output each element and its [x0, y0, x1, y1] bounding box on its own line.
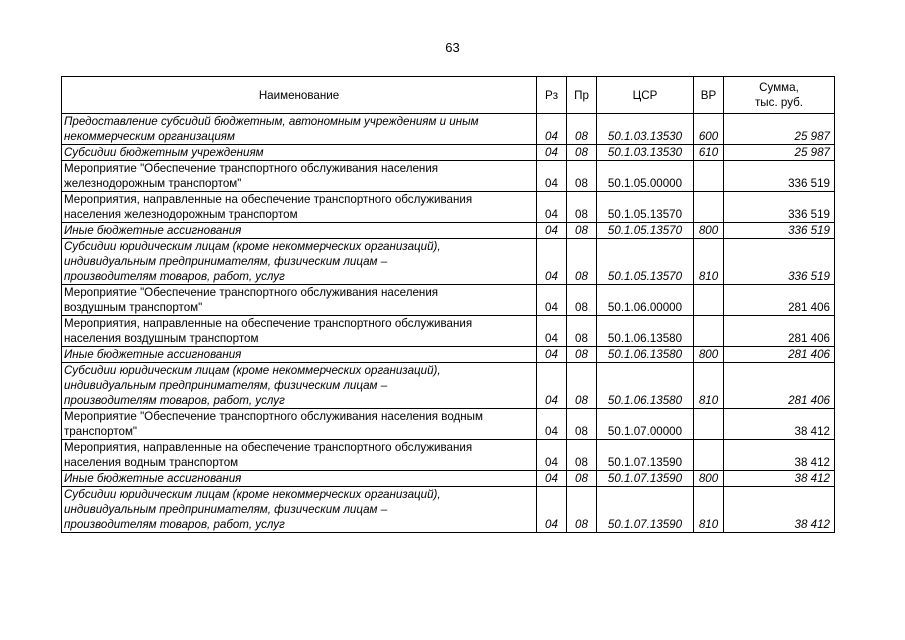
row-sum: 336 519 — [724, 192, 835, 223]
row-name-line: Мероприятия, направленные на обеспечение транспортного обслуживания — [64, 317, 473, 330]
row-pr: 08 — [567, 347, 597, 363]
table-row — [62, 409, 835, 440]
row-sum: 38 412 — [724, 409, 835, 440]
row-name-line: Субсидии юридическим лицам (кроме некоммерческих организаций), — [64, 488, 441, 501]
row-rz: 04 — [537, 316, 567, 347]
row-name — [62, 440, 537, 471]
row-name-line: Субсидии юридическим лицам (кроме некоммерческих организаций), — [64, 240, 441, 253]
row-rz: 04 — [537, 487, 567, 533]
row-name-line: индивидуальным предпринимателям, физическим лицам – — [64, 255, 388, 268]
row-name — [62, 145, 537, 161]
table-row — [62, 316, 835, 347]
row-rz: 04 — [537, 409, 567, 440]
row-name — [62, 487, 537, 533]
row-name — [62, 285, 537, 316]
row-sum: 336 519 — [724, 239, 835, 285]
table-row — [62, 347, 835, 363]
row-csr: 50.1.06.13580 — [597, 316, 694, 347]
row-rz: 04 — [537, 347, 567, 363]
row-pr: 08 — [567, 145, 597, 161]
row-pr: 08 — [567, 440, 597, 471]
row-csr: 50.1.06.13580 — [597, 363, 694, 409]
row-sum: 281 406 — [724, 285, 835, 316]
header-vr: ВР — [694, 77, 724, 114]
row-name — [62, 347, 537, 363]
header-sum-line2: тыс. руб. — [755, 96, 803, 109]
row-name — [62, 223, 537, 239]
row-sum: 281 406 — [724, 347, 835, 363]
row-rz: 04 — [537, 223, 567, 239]
row-vr: 800 — [694, 471, 724, 487]
table-body — [62, 114, 835, 533]
row-name — [62, 363, 537, 409]
row-vr: 610 — [694, 145, 724, 161]
row-sum: 38 412 — [724, 440, 835, 471]
row-csr: 50.1.07.13590 — [597, 471, 694, 487]
row-name — [62, 114, 537, 145]
row-name — [62, 409, 537, 440]
row-rz: 04 — [537, 440, 567, 471]
row-name-line: железнодорожным транспортом" — [64, 177, 242, 190]
row-name-line: Иные бюджетные ассигнования — [64, 348, 242, 361]
table-row — [62, 285, 835, 316]
row-rz: 04 — [537, 114, 567, 145]
header-sum-line1: Сумма, — [759, 81, 799, 94]
row-vr — [694, 409, 724, 440]
table-header-row — [62, 77, 835, 114]
row-vr: 810 — [694, 363, 724, 409]
row-csr: 50.1.03.13530 — [597, 145, 694, 161]
row-sum: 336 519 — [724, 223, 835, 239]
row-pr: 08 — [567, 487, 597, 533]
row-name — [62, 471, 537, 487]
row-pr: 08 — [567, 285, 597, 316]
table-row — [62, 471, 835, 487]
row-name-line: Предоставление субсидий бюджетным, автономным учреждениям и иным — [64, 115, 479, 128]
row-pr: 08 — [567, 114, 597, 145]
row-vr — [694, 440, 724, 471]
table-row — [62, 440, 835, 471]
row-rz: 04 — [537, 239, 567, 285]
row-vr — [694, 192, 724, 223]
row-rz: 04 — [537, 285, 567, 316]
row-name-line: производителям товаров, работ, услуг — [64, 270, 285, 283]
row-vr: 810 — [694, 239, 724, 285]
row-name-line: воздушным транспортом" — [64, 301, 203, 314]
header-csr: ЦСР — [597, 77, 694, 114]
row-name — [62, 161, 537, 192]
row-name-line: Мероприятия, направленные на обеспечение транспортного обслуживания — [64, 441, 473, 454]
row-sum: 38 412 — [724, 487, 835, 533]
row-csr: 50.1.05.13570 — [597, 239, 694, 285]
row-name-line: Мероприятие "Обеспечение транспортного обслуживания населения — [64, 286, 439, 299]
row-csr: 50.1.07.00000 — [597, 409, 694, 440]
table-row — [62, 223, 835, 239]
row-name-line: населения водным транспортом — [64, 456, 239, 469]
row-csr: 50.1.07.13590 — [597, 440, 694, 471]
row-name-line: Иные бюджетные ассигнования — [64, 224, 242, 237]
row-vr — [694, 161, 724, 192]
row-vr: 800 — [694, 347, 724, 363]
page-number: 63 — [445, 40, 460, 55]
row-sum: 25 987 — [724, 145, 835, 161]
row-sum: 281 406 — [724, 363, 835, 409]
row-sum: 38 412 — [724, 471, 835, 487]
header-rz: Рз — [537, 77, 567, 114]
table-row — [62, 114, 835, 145]
row-csr: 50.1.05.13570 — [597, 192, 694, 223]
row-pr: 08 — [567, 192, 597, 223]
row-pr: 08 — [567, 409, 597, 440]
row-vr: 600 — [694, 114, 724, 145]
row-rz: 04 — [537, 192, 567, 223]
row-name-line: Мероприятия, направленные на обеспечение транспортного обслуживания — [64, 193, 473, 206]
row-vr: 810 — [694, 487, 724, 533]
row-pr: 08 — [567, 363, 597, 409]
row-name-line: производителям товаров, работ, услуг — [64, 518, 285, 531]
row-csr: 50.1.07.13590 — [597, 487, 694, 533]
table-row — [62, 192, 835, 223]
row-name-line: населения железнодорожным транспортом — [64, 208, 298, 221]
row-name — [62, 192, 537, 223]
header-name: Наименование — [62, 77, 537, 114]
row-csr: 50.1.06.00000 — [597, 285, 694, 316]
header-pr: Пр — [567, 77, 597, 114]
row-csr: 50.1.06.13580 — [597, 347, 694, 363]
row-vr — [694, 285, 724, 316]
row-sum: 336 519 — [724, 161, 835, 192]
row-name — [62, 239, 537, 285]
table-row — [62, 145, 835, 161]
row-name-line: населения воздушным транспортом — [64, 332, 259, 345]
budget-table — [61, 76, 835, 533]
table-row — [62, 487, 835, 533]
row-name-line: Субсидии юридическим лицам (кроме некоммерческих организаций), — [64, 364, 441, 377]
header-sum — [724, 77, 835, 114]
row-name-line: индивидуальным предпринимателям, физическим лицам – — [64, 503, 388, 516]
row-csr: 50.1.03.13530 — [597, 114, 694, 145]
row-sum: 25 987 — [724, 114, 835, 145]
row-csr: 50.1.05.00000 — [597, 161, 694, 192]
table-row — [62, 363, 835, 409]
row-name-line: транспортом" — [64, 425, 138, 438]
row-name-line: Иные бюджетные ассигнования — [64, 472, 242, 485]
row-pr: 08 — [567, 161, 597, 192]
row-name-line: Мероприятие "Обеспечение транспортного обслуживания населения водным — [64, 410, 483, 423]
table-row — [62, 239, 835, 285]
row-name-line: производителям товаров, работ, услуг — [64, 394, 285, 407]
row-vr: 800 — [694, 223, 724, 239]
row-csr: 50.1.05.13570 — [597, 223, 694, 239]
row-name — [62, 316, 537, 347]
row-rz: 04 — [537, 145, 567, 161]
row-rz: 04 — [537, 471, 567, 487]
row-name-line: Мероприятие "Обеспечение транспортного обслуживания населения — [64, 162, 439, 175]
row-pr: 08 — [567, 316, 597, 347]
row-sum: 281 406 — [724, 316, 835, 347]
table-row — [62, 161, 835, 192]
row-name-line: некоммерческим организациям — [64, 130, 235, 143]
row-pr: 08 — [567, 471, 597, 487]
row-vr — [694, 316, 724, 347]
row-name-line: Субсидии бюджетным учреждениям — [64, 146, 264, 159]
row-rz: 04 — [537, 363, 567, 409]
row-pr: 08 — [567, 223, 597, 239]
row-rz: 04 — [537, 161, 567, 192]
row-name-line: индивидуальным предпринимателям, физическим лицам – — [64, 379, 388, 392]
row-pr: 08 — [567, 239, 597, 285]
